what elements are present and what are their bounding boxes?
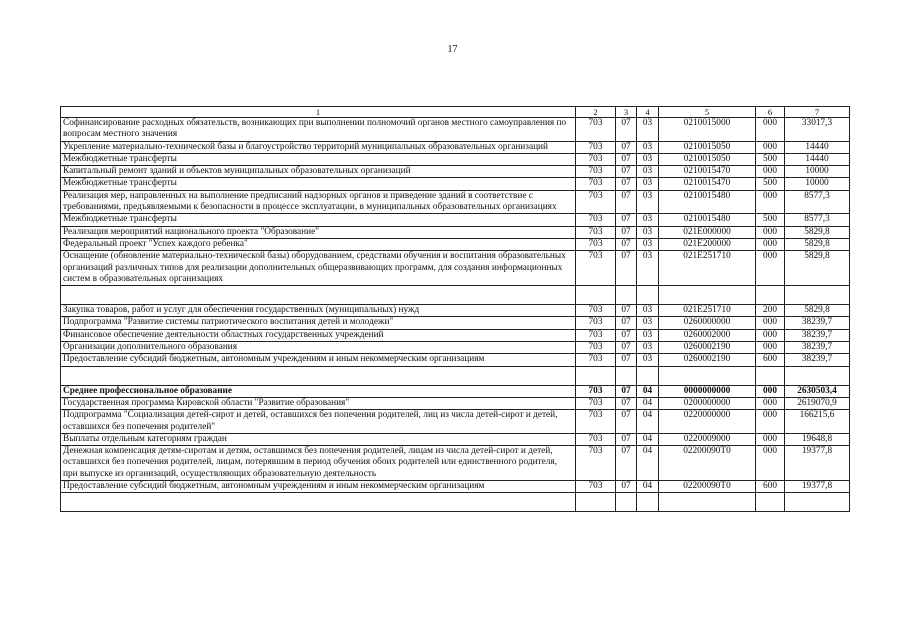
section-cell: 07 [616, 354, 637, 366]
section-cell: 07 [616, 481, 637, 493]
table-row [61, 238, 850, 250]
expense-type-cell: 500 [756, 153, 785, 165]
expense-type-cell: 000 [756, 342, 785, 354]
empty-cell [616, 493, 637, 512]
subsection-cell: 03 [637, 354, 659, 366]
amount-cell: 38239,7 [785, 329, 850, 341]
section-cell: 07 [616, 342, 637, 354]
target-article-cell: 021E000000 [659, 226, 756, 238]
expense-type-cell: 000 [756, 433, 785, 445]
target-article-cell: 021E251710 [659, 251, 756, 286]
amount-cell: 5829,8 [785, 305, 850, 317]
table-row [61, 354, 850, 366]
subsection-cell: 03 [637, 214, 659, 226]
subsection-cell: 04 [637, 446, 659, 481]
section-cell: 07 [616, 214, 637, 226]
empty-cell [637, 493, 659, 512]
item-name-cell: Реализация мер, направленных на выполнение предписаний надзорных органов и приведение зданий в соответствие с требованиями, предъявляемыми к безопасности в процессе эксплуатации, в муниципальных образовательных организациях [61, 190, 576, 214]
subsection-cell: 03 [637, 118, 659, 142]
target-article-cell: 0210015480 [659, 214, 756, 226]
table-row [61, 342, 850, 354]
empty-cell [756, 366, 785, 385]
expense-type-cell: 000 [756, 446, 785, 481]
admin-code-cell: 703 [576, 433, 616, 445]
expense-type-cell: 000 [756, 238, 785, 250]
empty-cell [61, 366, 576, 385]
amount-cell: 10000 [785, 178, 850, 190]
subsection-cell: 03 [637, 317, 659, 329]
amount-cell: 5829,8 [785, 238, 850, 250]
empty-cell [61, 286, 576, 305]
table-row [61, 385, 850, 397]
column-header: 2 [576, 107, 616, 118]
table-row [61, 190, 850, 214]
admin-code-cell: 703 [576, 410, 616, 434]
admin-code-cell: 703 [576, 178, 616, 190]
subsection-cell: 04 [637, 397, 659, 409]
expense-type-cell: 000 [756, 329, 785, 341]
column-header: 6 [756, 107, 785, 118]
admin-code-cell: 703 [576, 354, 616, 366]
item-name-cell: Финансовое обеспечение деятельности областных государственных учреждений [61, 329, 576, 341]
admin-code-cell: 703 [576, 238, 616, 250]
item-name-cell: Капитальный ремонт зданий и объектов муниципальных образовательных организаций [61, 166, 576, 178]
empty-cell [576, 286, 616, 305]
amount-cell: 5829,8 [785, 226, 850, 238]
budget-table [60, 106, 850, 512]
column-header: 1 [61, 107, 576, 118]
expense-type-cell: 500 [756, 178, 785, 190]
section-cell: 07 [616, 153, 637, 165]
amount-cell: 166215,6 [785, 410, 850, 434]
empty-cell [637, 366, 659, 385]
amount-cell: 38239,7 [785, 317, 850, 329]
amount-cell: 14440 [785, 141, 850, 153]
section-cell: 07 [616, 190, 637, 214]
admin-code-cell: 703 [576, 385, 616, 397]
subsection-cell: 03 [637, 141, 659, 153]
table-row [61, 166, 850, 178]
amount-cell: 8577,3 [785, 214, 850, 226]
target-article-cell: 021E251710 [659, 305, 756, 317]
target-article-cell: 0210015000 [659, 118, 756, 142]
section-cell: 07 [616, 317, 637, 329]
amount-cell: 2619070,9 [785, 397, 850, 409]
target-article-cell: 0210015050 [659, 153, 756, 165]
empty-cell [756, 286, 785, 305]
admin-code-cell: 703 [576, 141, 616, 153]
column-header: 4 [637, 107, 659, 118]
target-article-cell: 0220000000 [659, 410, 756, 434]
subsection-cell: 03 [637, 238, 659, 250]
item-name-cell: Межбюджетные трансферты [61, 153, 576, 165]
table-row [61, 305, 850, 317]
item-name-cell: Оснащение (обновление материально-технической базы) оборудованием, средствами обучения и воспитания образовательных организаций различных типов для реализации дополнительных общеразвивающих программ, для создания информационных систем в образовательных организациях [61, 251, 576, 286]
subsection-cell: 03 [637, 166, 659, 178]
target-article-cell: 0210015050 [659, 141, 756, 153]
subsection-cell: 04 [637, 433, 659, 445]
subsection-cell: 03 [637, 178, 659, 190]
admin-code-cell: 703 [576, 342, 616, 354]
item-name-cell: Организации дополнительного образования [61, 342, 576, 354]
expense-type-cell: 000 [756, 141, 785, 153]
subsection-cell: 03 [637, 190, 659, 214]
item-name-cell: Софинансирование расходных обязательств, возникающих при выполнении полномочий органов местного самоуправления по вопросам местного значения [61, 118, 576, 142]
section-cell: 07 [616, 410, 637, 434]
table-row [61, 433, 850, 445]
expense-type-cell: 000 [756, 385, 785, 397]
section-cell: 07 [616, 433, 637, 445]
admin-code-cell: 703 [576, 305, 616, 317]
item-name-cell: Выплаты отдельным категориям граждан [61, 433, 576, 445]
table-row [61, 329, 850, 341]
expense-type-cell: 000 [756, 251, 785, 286]
table-row [61, 214, 850, 226]
subsection-cell: 03 [637, 305, 659, 317]
empty-cell [785, 366, 850, 385]
empty-cell [659, 493, 756, 512]
column-header: 5 [659, 107, 756, 118]
empty-cell [637, 286, 659, 305]
expense-type-cell: 200 [756, 305, 785, 317]
target-article-cell: 021E200000 [659, 238, 756, 250]
empty-cell [659, 366, 756, 385]
admin-code-cell: 703 [576, 166, 616, 178]
subsection-cell: 04 [637, 410, 659, 434]
empty-cell [756, 493, 785, 512]
section-cell: 07 [616, 166, 637, 178]
target-article-cell: 0210015470 [659, 166, 756, 178]
target-article-cell: 0000000000 [659, 385, 756, 397]
amount-cell: 14440 [785, 153, 850, 165]
admin-code-cell: 703 [576, 226, 616, 238]
target-article-cell: 02200090Т0 [659, 446, 756, 481]
admin-code-cell: 703 [576, 251, 616, 286]
table-row [61, 226, 850, 238]
item-name-cell: Среднее профессиональное образование [61, 385, 576, 397]
section-cell: 07 [616, 385, 637, 397]
empty-cell [785, 493, 850, 512]
table-row [61, 141, 850, 153]
admin-code-cell: 703 [576, 329, 616, 341]
page-number: 17 [447, 44, 458, 55]
section-cell: 07 [616, 226, 637, 238]
table-row [61, 481, 850, 493]
empty-cell [785, 286, 850, 305]
amount-cell: 8577,3 [785, 190, 850, 214]
section-cell: 07 [616, 238, 637, 250]
target-article-cell: 0260002190 [659, 354, 756, 366]
section-cell: 07 [616, 141, 637, 153]
expense-type-cell: 600 [756, 354, 785, 366]
item-name-cell: Подпрограмма "Социализация детей-сирот и детей, оставшихся без попечения родителей, лиц из числа детей-сирот и детей, оставшихся без попечения родителей" [61, 410, 576, 434]
amount-cell: 19648,8 [785, 433, 850, 445]
amount-cell: 38239,7 [785, 354, 850, 366]
admin-code-cell: 703 [576, 153, 616, 165]
target-article-cell: 0260000000 [659, 317, 756, 329]
expense-type-cell: 000 [756, 317, 785, 329]
amount-cell: 38239,7 [785, 342, 850, 354]
expense-type-cell: 000 [756, 118, 785, 142]
expense-type-cell: 600 [756, 481, 785, 493]
spacer-row [61, 286, 850, 305]
spacer-row [61, 493, 850, 512]
amount-cell: 5829,8 [785, 251, 850, 286]
column-number-row [61, 107, 850, 118]
empty-cell [616, 286, 637, 305]
empty-cell [576, 366, 616, 385]
subsection-cell: 03 [637, 226, 659, 238]
amount-cell: 19377,8 [785, 446, 850, 481]
section-cell: 07 [616, 305, 637, 317]
subsection-cell: 03 [637, 329, 659, 341]
column-header: 7 [785, 107, 850, 118]
table-row [61, 317, 850, 329]
table-row [61, 446, 850, 481]
target-article-cell: 0210015470 [659, 178, 756, 190]
expense-type-cell: 000 [756, 190, 785, 214]
target-article-cell: 0200000000 [659, 397, 756, 409]
item-name-cell: Предоставление субсидий бюджетным, автономным учреждениям и иным некоммерческим организациям [61, 481, 576, 493]
table-row [61, 118, 850, 142]
item-name-cell: Укрепление материально-технической базы и благоустройство территорий муниципальных образовательных организаций [61, 141, 576, 153]
amount-cell: 2630503,4 [785, 385, 850, 397]
section-cell: 07 [616, 178, 637, 190]
expense-type-cell: 000 [756, 397, 785, 409]
admin-code-cell: 703 [576, 214, 616, 226]
item-name-cell: Государственная программа Кировской области "Развитие образования" [61, 397, 576, 409]
item-name-cell: Подпрограмма "Развитие системы патриотического воспитания детей и молодежи" [61, 317, 576, 329]
item-name-cell: Межбюджетные трансферты [61, 214, 576, 226]
amount-cell: 33017,3 [785, 118, 850, 142]
section-cell: 07 [616, 251, 637, 286]
item-name-cell: Денежная компенсация детям-сиротам и детям, оставшимся без попечения родителей, лицам из числа детей-сирот и детей, оставшихся без попечения родителей, лицам, потерявшим в период обучения обоих родителей или единственного родителя, при выпуске из организаций, осуществляющих образовательную деятельность [61, 446, 576, 481]
section-cell: 07 [616, 446, 637, 481]
item-name-cell: Межбюджетные трансферты [61, 178, 576, 190]
table-row [61, 251, 850, 286]
empty-cell [61, 493, 576, 512]
subsection-cell: 03 [637, 251, 659, 286]
target-article-cell: 0220009000 [659, 433, 756, 445]
section-cell: 07 [616, 329, 637, 341]
section-cell: 07 [616, 397, 637, 409]
item-name-cell: Федеральный проект "Успех каждого ребенка" [61, 238, 576, 250]
spacer-row [61, 366, 850, 385]
item-name-cell: Реализация мероприятий национального проекта "Образование" [61, 226, 576, 238]
amount-cell: 10000 [785, 166, 850, 178]
item-name-cell: Предоставление субсидий бюджетным, автономным учреждениям и иным некоммерческим организациям [61, 354, 576, 366]
table-row [61, 178, 850, 190]
expense-type-cell: 000 [756, 410, 785, 434]
admin-code-cell: 703 [576, 481, 616, 493]
target-article-cell: 0210015480 [659, 190, 756, 214]
subsection-cell: 03 [637, 153, 659, 165]
table-row [61, 410, 850, 434]
empty-cell [659, 286, 756, 305]
target-article-cell: 0260002190 [659, 342, 756, 354]
expense-type-cell: 500 [756, 214, 785, 226]
empty-cell [576, 493, 616, 512]
admin-code-cell: 703 [576, 118, 616, 142]
expense-type-cell: 000 [756, 166, 785, 178]
column-header: 3 [616, 107, 637, 118]
table-row [61, 153, 850, 165]
target-article-cell: 02200090Т0 [659, 481, 756, 493]
target-article-cell: 0260002000 [659, 329, 756, 341]
admin-code-cell: 703 [576, 317, 616, 329]
amount-cell: 19377,8 [785, 481, 850, 493]
subsection-cell: 03 [637, 342, 659, 354]
subsection-cell: 04 [637, 481, 659, 493]
table-body [61, 118, 850, 512]
expense-type-cell: 000 [756, 226, 785, 238]
empty-cell [616, 366, 637, 385]
admin-code-cell: 703 [576, 446, 616, 481]
table-row [61, 397, 850, 409]
subsection-cell: 04 [637, 385, 659, 397]
item-name-cell: Закупка товаров, работ и услуг для обеспечения государственных (муниципальных) нужд [61, 305, 576, 317]
admin-code-cell: 703 [576, 397, 616, 409]
section-cell: 07 [616, 118, 637, 142]
admin-code-cell: 703 [576, 190, 616, 214]
